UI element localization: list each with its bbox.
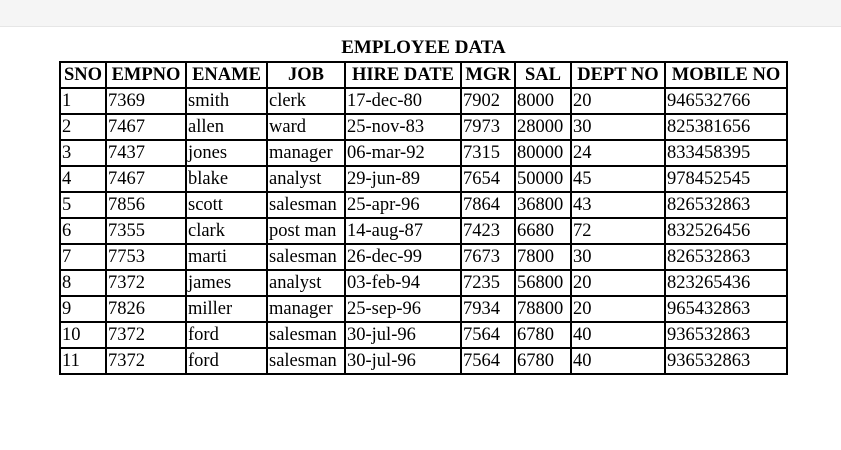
- column-header-ename: ENAME: [186, 62, 267, 88]
- cell-hire-date: 25-sep-96: [345, 296, 461, 322]
- column-header-sno: SNO: [60, 62, 106, 88]
- cell-sno: 2: [60, 114, 106, 140]
- cell-sno: 9: [60, 296, 106, 322]
- cell-sno: 10: [60, 322, 106, 348]
- table-row: [60, 192, 787, 218]
- table-row: [60, 296, 787, 322]
- cell-mgr: 7315: [461, 140, 515, 166]
- cell-empno: 7856: [106, 192, 186, 218]
- cell-dept-no: 72: [571, 218, 665, 244]
- table-row: [60, 348, 787, 374]
- cell-sal: 80000: [515, 140, 571, 166]
- cell-sno: 3: [60, 140, 106, 166]
- cell-empno: 7826: [106, 296, 186, 322]
- cell-job: post man: [267, 218, 345, 244]
- table-row: [60, 114, 787, 140]
- cell-sno: 5: [60, 192, 106, 218]
- cell-sal: 56800: [515, 270, 571, 296]
- cell-job: manager: [267, 140, 345, 166]
- cell-dept-no: 30: [571, 244, 665, 270]
- table-row: [60, 140, 787, 166]
- cell-dept-no: 45: [571, 166, 665, 192]
- cell-sal: 50000: [515, 166, 571, 192]
- cell-sal: 28000: [515, 114, 571, 140]
- column-header-mgr: MGR: [461, 62, 515, 88]
- cell-job: salesman: [267, 192, 345, 218]
- cell-ename: allen: [186, 114, 267, 140]
- cell-mobile-no: 833458395: [665, 140, 787, 166]
- cell-empno: 7372: [106, 348, 186, 374]
- header-row: [60, 62, 787, 88]
- cell-dept-no: 20: [571, 270, 665, 296]
- cell-dept-no: 43: [571, 192, 665, 218]
- cell-hire-date: 30-jul-96: [345, 348, 461, 374]
- column-header-sal: SAL: [515, 62, 571, 88]
- table-title: EMPLOYEE DATA: [341, 37, 506, 58]
- cell-empno: 7355: [106, 218, 186, 244]
- cell-ename: ford: [186, 322, 267, 348]
- cell-mobile-no: 826532863: [665, 192, 787, 218]
- cell-sno: 11: [60, 348, 106, 374]
- cell-mgr: 7423: [461, 218, 515, 244]
- cell-ename: ford: [186, 348, 267, 374]
- cell-empno: 7372: [106, 322, 186, 348]
- cell-mobile-no: 825381656: [665, 114, 787, 140]
- cell-empno: 7753: [106, 244, 186, 270]
- cell-ename: marti: [186, 244, 267, 270]
- cell-mgr: 7934: [461, 296, 515, 322]
- cell-ename: scott: [186, 192, 267, 218]
- cell-job: clerk: [267, 88, 345, 114]
- cell-sal: 6780: [515, 348, 571, 374]
- column-header-empno: EMPNO: [106, 62, 186, 88]
- cell-job: analyst: [267, 270, 345, 296]
- cell-mobile-no: 823265436: [665, 270, 787, 296]
- table-row: [60, 244, 787, 270]
- cell-mobile-no: 832526456: [665, 218, 787, 244]
- cell-mobile-no: 946532766: [665, 88, 787, 114]
- cell-empno: 7372: [106, 270, 186, 296]
- table-body: [60, 88, 787, 374]
- cell-mobile-no: 936532863: [665, 322, 787, 348]
- cell-empno: 7369: [106, 88, 186, 114]
- cell-mgr: 7864: [461, 192, 515, 218]
- cell-mgr: 7235: [461, 270, 515, 296]
- cell-sal: 6680: [515, 218, 571, 244]
- cell-dept-no: 40: [571, 322, 665, 348]
- cell-dept-no: 20: [571, 296, 665, 322]
- cell-hire-date: 14-aug-87: [345, 218, 461, 244]
- cell-hire-date: 29-jun-89: [345, 166, 461, 192]
- cell-mgr: 7973: [461, 114, 515, 140]
- column-header-dept-no: DEPT NO: [571, 62, 665, 88]
- cell-job: manager: [267, 296, 345, 322]
- column-header-mobile-no: MOBILE NO: [665, 62, 787, 88]
- cell-sal: 6780: [515, 322, 571, 348]
- cell-ename: jones: [186, 140, 267, 166]
- cell-ename: blake: [186, 166, 267, 192]
- table-row: [60, 218, 787, 244]
- cell-ename: james: [186, 270, 267, 296]
- cell-mgr: 7564: [461, 348, 515, 374]
- cell-sal: 7800: [515, 244, 571, 270]
- employee-table: [59, 38, 788, 375]
- cell-mgr: 7564: [461, 322, 515, 348]
- cell-ename: clark: [186, 218, 267, 244]
- table-row: [60, 322, 787, 348]
- cell-sno: 4: [60, 166, 106, 192]
- cell-hire-date: 26-dec-99: [345, 244, 461, 270]
- cell-sno: 8: [60, 270, 106, 296]
- column-header-hire-date: HIRE DATE: [345, 62, 461, 88]
- cell-hire-date: 06-mar-92: [345, 140, 461, 166]
- cell-job: salesman: [267, 348, 345, 374]
- cell-hire-date: 17-dec-80: [345, 88, 461, 114]
- cell-job: ward: [267, 114, 345, 140]
- cell-mgr: 7673: [461, 244, 515, 270]
- column-header-job: JOB: [267, 62, 345, 88]
- cell-mgr: 7654: [461, 166, 515, 192]
- cell-mgr: 7902: [461, 88, 515, 114]
- cell-empno: 7467: [106, 114, 186, 140]
- cell-dept-no: 40: [571, 348, 665, 374]
- cell-hire-date: 25-nov-83: [345, 114, 461, 140]
- table-row: [60, 166, 787, 192]
- cell-job: analyst: [267, 166, 345, 192]
- cell-hire-date: 30-jul-96: [345, 322, 461, 348]
- table-row: [60, 270, 787, 296]
- cell-ename: smith: [186, 88, 267, 114]
- cell-sal: 78800: [515, 296, 571, 322]
- table-row: [60, 88, 787, 114]
- cell-mobile-no: 826532863: [665, 244, 787, 270]
- cell-sno: 6: [60, 218, 106, 244]
- cell-empno: 7437: [106, 140, 186, 166]
- cell-mobile-no: 936532863: [665, 348, 787, 374]
- cell-dept-no: 20: [571, 88, 665, 114]
- cell-sno: 7: [60, 244, 106, 270]
- cell-ename: miller: [186, 296, 267, 322]
- cell-hire-date: 25-apr-96: [345, 192, 461, 218]
- table-container: [59, 38, 788, 375]
- cell-job: salesman: [267, 322, 345, 348]
- cell-dept-no: 30: [571, 114, 665, 140]
- browser-top-strip: [0, 0, 841, 27]
- cell-mobile-no: 965432863: [665, 296, 787, 322]
- cell-hire-date: 03-feb-94: [345, 270, 461, 296]
- cell-dept-no: 24: [571, 140, 665, 166]
- cell-job: salesman: [267, 244, 345, 270]
- cell-sal: 8000: [515, 88, 571, 114]
- cell-mobile-no: 978452545: [665, 166, 787, 192]
- cell-sal: 36800: [515, 192, 571, 218]
- cell-empno: 7467: [106, 166, 186, 192]
- cell-sno: 1: [60, 88, 106, 114]
